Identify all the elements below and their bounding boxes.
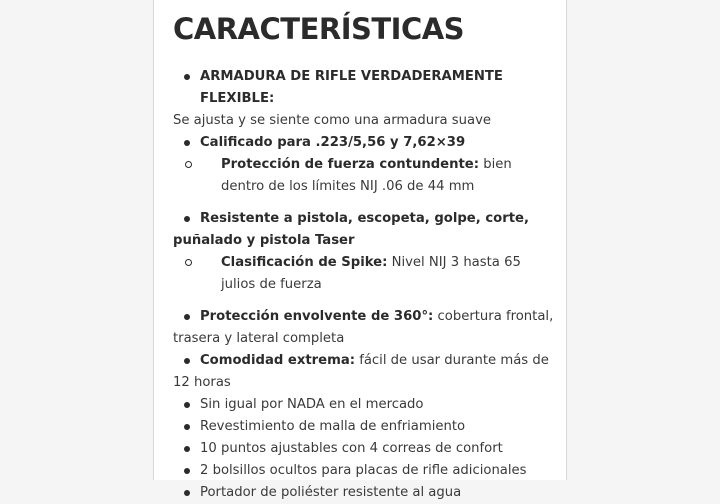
item-text: 10 puntos ajustables con 4 correas de confort: [200, 441, 503, 456]
item-text: Portador de poliéster resistente al agua: [200, 485, 462, 500]
item-text: bien dentro de los límites NIJ .06 de 44 mm: [221, 157, 512, 194]
section-heading: CARACTERÍSTICAS: [173, 12, 465, 46]
item-text: Revestimiento de malla de enfriamiento: [200, 419, 466, 434]
item-bold-text: Resistente a pistola, escopeta, golpe, corte, puñalado y pistola Taser: [173, 211, 529, 248]
list-item: [173, 438, 558, 460]
item-text: Se ajusta y se siente como una armadura suave: [173, 113, 492, 128]
item-bold-text: Protección envolvente de 360°:: [200, 309, 434, 324]
sub-list-item: [173, 154, 558, 198]
list-item: [173, 350, 558, 394]
item-text: fácil de usar durante más de 12 horas: [173, 353, 549, 390]
item-bold-text: Protección de fuerza contundente:: [221, 157, 480, 172]
content-panel: [153, 0, 567, 500]
item-text: Nivel NIJ 3 hasta 65 julios de fuerza: [221, 255, 521, 292]
list-item: [173, 208, 558, 252]
item-bold-text: ARMADURA DE RIFLE VERDADERAMENTE FLEXIBLE:: [200, 69, 503, 106]
list-item: [173, 306, 558, 350]
item-bold-text: Comodidad extrema:: [200, 353, 355, 368]
list-item: [173, 132, 558, 154]
item-text: 2 bolsillos ocultos para placas de rifle adicionales: [200, 463, 527, 478]
list-item: [173, 460, 558, 482]
list-item: [173, 66, 558, 132]
list-item: [173, 416, 558, 438]
circle-bullet-icon: [185, 161, 192, 168]
list-item: [173, 482, 558, 504]
list-item: [173, 394, 558, 416]
item-text: cobertura frontal, trasera y lateral completa: [173, 309, 554, 346]
item-bold-text: Calificado para .223/5,56 y 7,62×39: [200, 135, 466, 150]
features-list: [173, 66, 558, 504]
sub-list-item: [173, 252, 558, 296]
item-text: Sin igual por NADA en el mercado: [200, 397, 424, 412]
item-bold-text: Clasificación de Spike:: [221, 255, 388, 270]
circle-bullet-icon: [185, 259, 192, 266]
